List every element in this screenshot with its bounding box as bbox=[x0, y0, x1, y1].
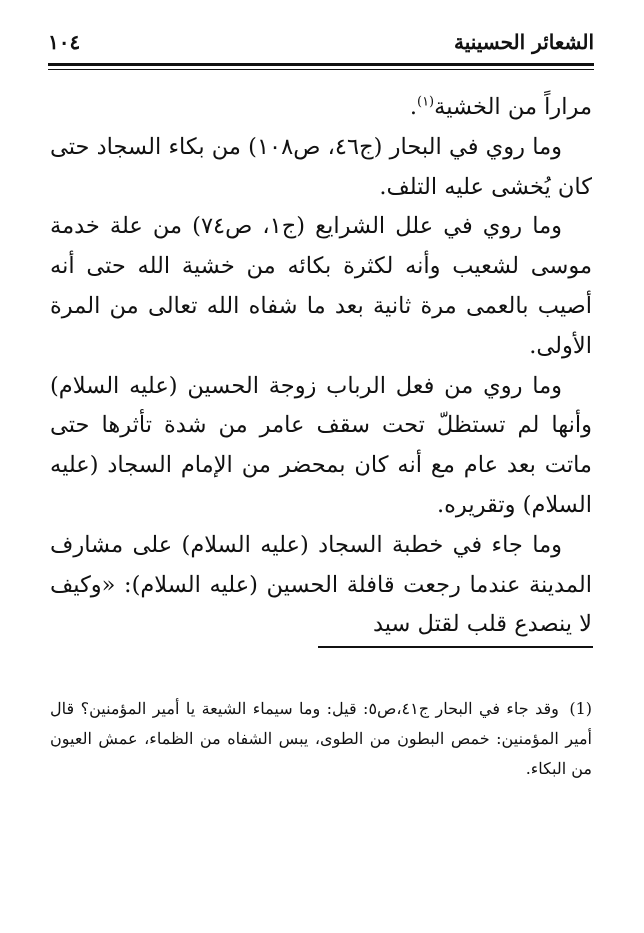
footnotes bbox=[50, 694, 592, 784]
paragraph-5: وما جاء في خطبة السجاد (عليه السلام) على مشارف المدينة عندما رجعت قافلة الحسين (عليه السلام): «وكيف لا ينصدع قلب لقتل سيد bbox=[50, 531, 592, 638]
footnote-separator bbox=[318, 646, 593, 648]
page-number: ١٠٤ bbox=[48, 30, 81, 54]
paragraph-2: وما روي في البحار (ج٤٦، ص١٠٨) من بكاء السجاد حتى كان يُخشى عليه التلف. bbox=[50, 133, 592, 200]
header-rule-thick bbox=[48, 63, 594, 66]
paragraph-4: وما روي من فعل الرباب زوجة الحسين (عليه السلام) وأنها لم تستظلّ تحت سقف عامر من شدة تأثرها حتى ماتت بعد عام مع أنه كان بمحضر من الإمام السجاد (عليه السلام) وتقريره. bbox=[50, 372, 592, 518]
paragraph-3: وما روي في علل الشرايع (ج١، ص٧٤) من علة خدمة موسى لشعيب وأنه لكثرة بكائه من خشية الله حتى أنه أصيب بالعمى مرة ثانية بعد ما شفاه الله تعالى من المرة الأولى. bbox=[50, 213, 592, 359]
footnote-reference: (١) bbox=[416, 94, 435, 110]
footnote-number: (1) bbox=[569, 699, 593, 718]
running-header bbox=[48, 30, 594, 60]
paragraph-1 bbox=[50, 88, 592, 128]
footnote-text: وقد جاء في البحار ج٤١،ص٥: قيل: وما سيماء الشيعة يا أمير المؤمنين؟ قال أمير المؤمنين: خمص البطون من الطوى، يبس الشفاه من الظماء، عمش العيون من البكاء. bbox=[50, 699, 593, 778]
paragraph-1-text: مراراً من الخشية bbox=[434, 94, 592, 120]
footnote-1 bbox=[50, 694, 592, 784]
header-rule-thin bbox=[48, 69, 594, 70]
running-title: الشعائر الحسينية bbox=[453, 30, 594, 54]
main-text bbox=[50, 88, 592, 645]
paragraph-1-end: . bbox=[409, 94, 417, 120]
